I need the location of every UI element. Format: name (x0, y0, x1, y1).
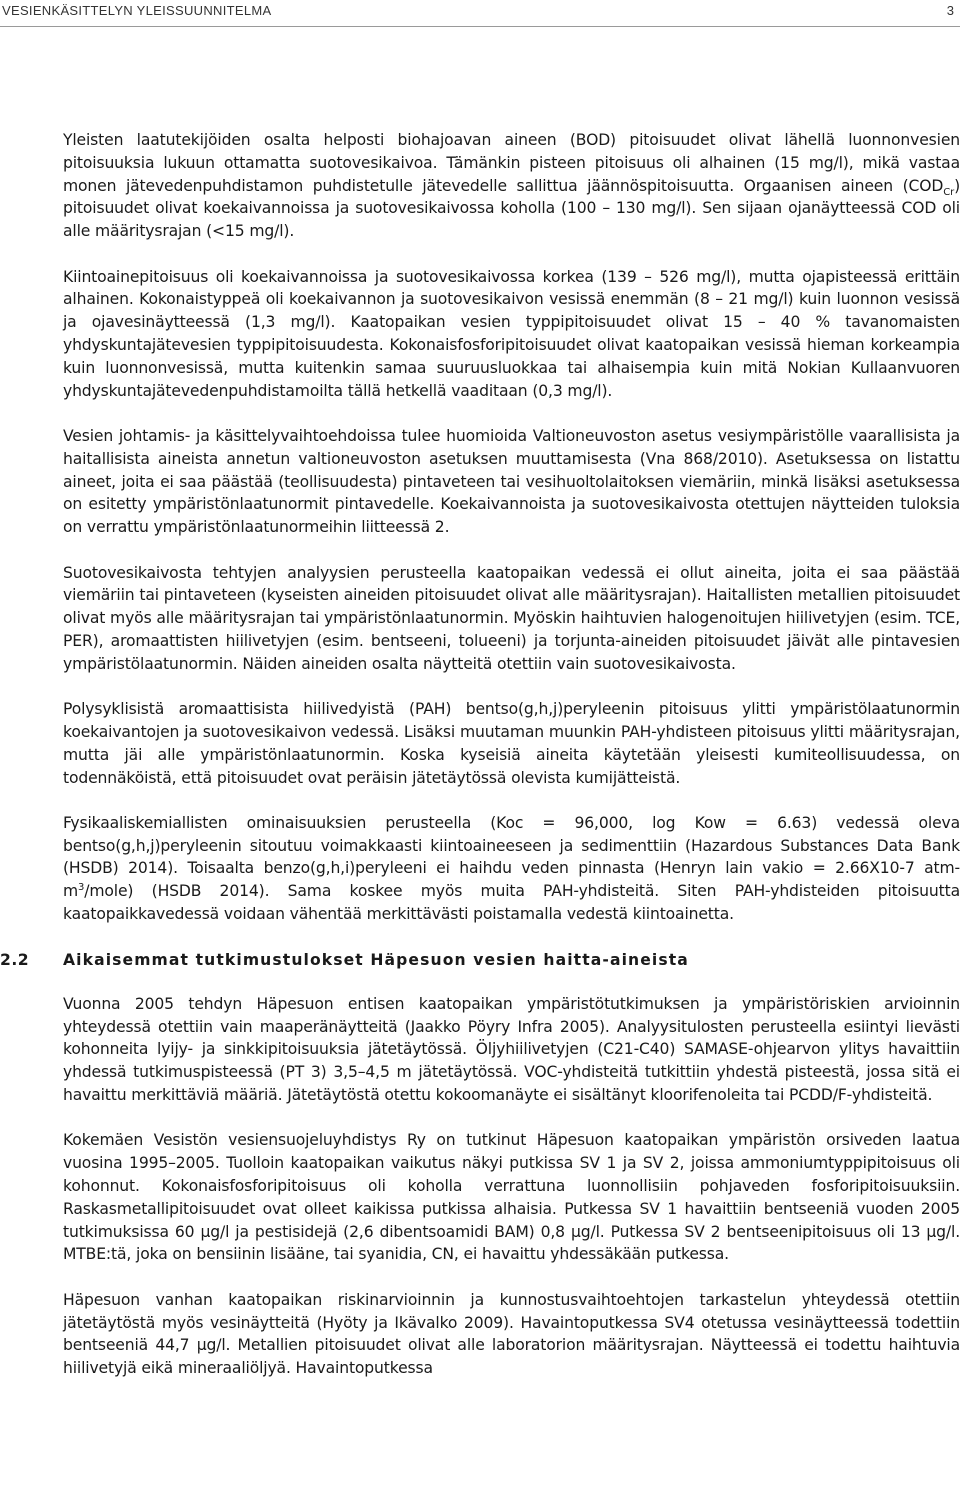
paragraph-text: ) pitoisuudet olivat koekaivannoissa ja suotovesikaivossa koholla (100 – 130 mg/l). Sen sijaan ojanäytteessä COD oli alle määritysrajan (<15 mg/l). (63, 176, 960, 241)
document-body (0, 129, 960, 1380)
paragraph-text: Fysikaaliskemiallisten ominaisuuksien perusteella (Koc = 96,000, log Kow = 6.63) vedessä oleva bentso(g,h,j)peryleenin sitoutuu voimakkaasti kiintoaineeseen ja sedimenttiin (Hazardous Substances Data Bank (HSDB) 2014). Toisaalta benzo(g,h,i)peryleeni ei haihdu veden pinnasta (Henryn lain vakio = 2.66X10-7 atm-m (63, 813, 960, 901)
paragraph-text: /mole) (HSDB 2014). Sama koskee myös muita PAH-yhdisteitä. Siten PAH-yhdisteiden pitoisuutta kaatopaikkavedessä voidaan vähentää merkittävästi poistamalla vedestä kiintoainetta. (63, 882, 960, 924)
paragraph-groundwater: Kokemäen Vesistön vesiensuojeluyhdistys Ry on tutkinut Häpesuon kaatopaikan ympäristön orsiveden laatua vuosina 1995–2005. Tuolloin kaatopaikan vaikutus näkyi putkissa SV 1 ja SV 2, joissa ammoniumtyppipitoisuus oli kohonnut. Kokonaisfosforipitoisuus oli koholla verrattuna luonnollisiin pohjaveden fosforipitoisuuksiin. Raskasmetallipitoisuudet ovat olleet kaikissa putkissa alhaisia. Putkessa SV 1 havaittiin bentseeniä vuoden 2005 tutkimuksissa 60 µg/l ja pestisidejä (2,6 dibentsoamidi BAM) 0,8 µg/l. Putkessa SV 2 bentseenipitoisuus oli 13 µg/l. MTBE:tä, joka on bensiinin lisääne, tai syanidia, CN, ei havaittu yhdessäkään putkessa. (63, 1131, 960, 1264)
section-heading (0, 949, 960, 971)
paragraph-leachate-analysis: Suotovesikaivosta tehtyjen analyysien perusteella kaatopaikan vedessä ei ollut aineita, joita ei saa päästää viemäriin tai pintaveteen (kyseisten aineiden pitoisuudet olivat alle määritysrajan). Haitallisten metallien pitoisuudet olivat myös alle määritysrajan tai ympäristönlaatunormin. Myöskin haihtuvien halogenoitujen hiilivetyjen (esim. TCE, PER), aromaattisten hiilivetyjen (esim. bentseeni, tolueeni) ja torjunta-aineiden pitoisuudet jäivät alle pintavesien ympäristölaatunormin. Näiden aineiden osalta näytteitä otettiin vain suotovesikaivosta. (63, 563, 960, 673)
paragraph-bod-cod (63, 129, 960, 243)
paragraph-risk-assessment: Häpesuon vanhan kaatopaikan riskinarvioinnin ja kunnostusvaihtoehtojen tarkastelun yhteydessä otettiin jätetäytöstä myös vesinäytteitä (Hyöty ja Ikävalko 2009). Havaintoputkessa SV4 otetussa vesinäytteessä todettiin bentseeniä 44,7 µg/l. Metallien pitoisuudet olivat alle laboratorion määritysrajan. Näytteessä ei todettu haihtuvia hiilivetyjä eikä mineraaliöljyä. Havaintoputkessa (63, 1290, 960, 1378)
paragraph-pah: Polysyklisistä aromaattisista hiilivedyistä (PAH) bentso(g,h,j)peryleenin pitoisuus ylitti ympäristölaatunormin koekaivantojen ja suotovesikaivon vedessä. Lisäksi muutaman muunkin PAH-yhdisteen pitoisuus ylitti määritysrajan, mutta jäi alle ympäristönlaatunormin. Koska kyseisiä aineita käytetään yleisesti kumiteollisuudessa, on todennäköistä, että pitoisuudet ovat peräisin jätetäytössä olevista kumijätteistä. (63, 700, 960, 787)
paragraph-2005-study: Vuonna 2005 tehdyn Häpesuon entisen kaatopaikan ympäristötutkimuksen ja ympäristöriskien arvioinnin yhteydessä otettiin vain maaperänäytteitä (Jaakko Pöyry Infra 2005). Analyysitulosten perusteella esiintyi lievästi kohonneita lyijy- ja sinkkipitoisuuksia jätetäytössä. Öljyhiilivetyjen (C21-C40) SAMASE-ohjearvon ylitys havaittiin yhdessä tutkimuspisteessä (PT 3) 3,5–4,5 m jätetäytössä. VOC-yhdisteitä tutkittiin yhdestä pisteestä, jossa sitä ei havaittu merkittäviä määriä. Jätetäytöstä otettu kokoomanäyte ei sisältänyt kloorifenoleita tai PCDD/F-yhdisteitä. (63, 994, 960, 1105)
paragraph-regulation: Vesien johtamis- ja käsittelyvaihtoehdoissa tulee huomioida Valtioneuvoston asetus vesiympäristölle vaarallisista ja haitallisista aineista annetun valtioneuvoston asetuksen muuttamisesta (Vna 868/2010). Asetuksessa on listattu aineet, joita ei saa päästää (teollisuudesta) pintaveteen tai vesihuoltolaitoksen viemäriin, minkä lisäksi asetuksessa on esitetty ympäristönlaatunormit pintavedelle. Koekaivannoista ja suotovesikaivosta otettujen näytteiden tuloksia on verrattu ympäristönlaatunormeihin liitteessä 2. (63, 426, 960, 537)
document-title: VESIENKÄSITTELYN YLEISSUUNNITELMA (2, 3, 272, 18)
section-number: 2.2 (0, 950, 30, 969)
page-header (0, 0, 960, 27)
subscript-cr: Cr (943, 186, 955, 198)
superscript-3: 3 (78, 882, 85, 894)
paragraph-physicochemical (63, 812, 960, 926)
paragraph-text: Yleisten laatutekijöiden osalta helposti biohajoavan aineen (BOD) pitoisuudet olivat lähellä luonnonvesien pitoisuuksia lukuun ottamatta suotovesikaivoa. Tämänkin pisteen pitoisuus oli alhainen (15 mg/l), mikä vastaa monen jätevedenpuhdistamon puhdistetulle jätevedelle sallittua jäännöspitoisuutta. Orgaanisen aineen (COD (63, 131, 960, 195)
paragraph-suspended-solids: Kiintoainepitoisuus oli koekaivannoissa ja suotovesikaivossa korkea (139 – 526 mg/l), mutta ojapisteessä erittäin alhainen. Kokonaistyppeä oli koekaivannon ja suotovesikaivon vesissä enemmän (8 – 21 mg/l) kuin luonnon vesissä ja ojavesinäytteessä (1,3 mg/l). Kaatopaikan vesien typpipitoisuudet olivat 15 – 40 % tavanomaisten yhdyskuntajätevesien typpipitoisuudesta. Kokonaisfosforipitoisuudet olivat kaatopaikan vesissä hieman korkeampia kuin luonnonvesissä, mutta kuitenkin samaa suuruusluokkaa tai alhaisempia kuin mitä Nokian Kullaanvuoren yhdyskuntajätevedenpuhdistamoilta tällä hetkellä vaaditaan (0,3 mg/l). (63, 267, 960, 400)
page-number: 3 (946, 3, 954, 18)
section-title: Aikaisemmat tutkimustulokset Häpesuon vesien haitta-aineista (63, 950, 689, 969)
